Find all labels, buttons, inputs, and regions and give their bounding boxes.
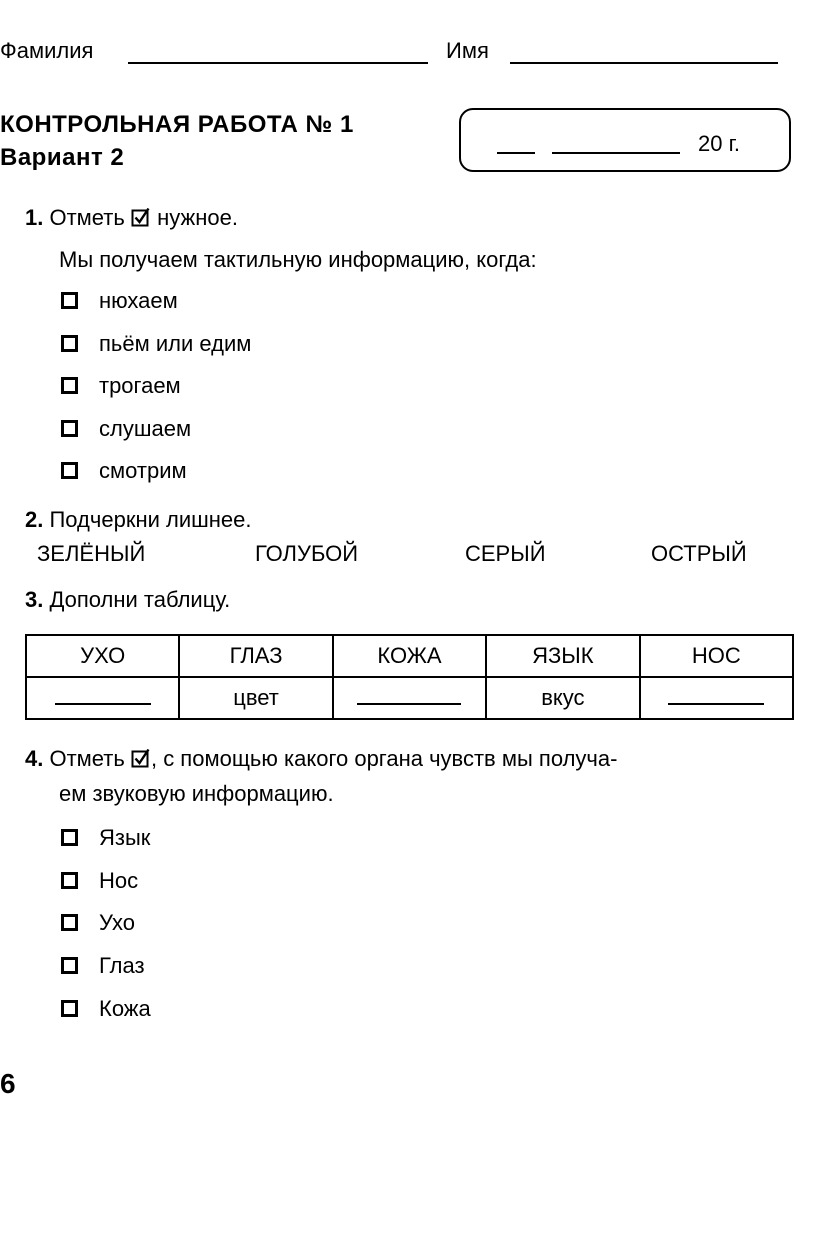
word-green[interactable]: ЗЕЛЁНЫЙ — [37, 541, 146, 566]
table-header-cell: ГЛАЗ — [179, 635, 332, 677]
word-sharp[interactable]: ОСТРЫЙ — [651, 541, 747, 566]
table-row — [26, 677, 793, 719]
checkbox-eye[interactable] — [61, 957, 78, 974]
checkbox-touch[interactable] — [61, 377, 78, 394]
table-cell-nose-blank[interactable] — [640, 677, 793, 719]
checkbox-tongue[interactable] — [61, 829, 78, 846]
task4-instr-after: , с помощью какого органа чувств мы получа- — [150, 746, 618, 771]
word-light-blue[interactable]: ГОЛУБОЙ — [255, 541, 359, 566]
task1-number: 1. — [25, 205, 44, 230]
option-label: смотрим — [99, 458, 187, 483]
surname-label: Фамилия — [0, 38, 94, 63]
task4-instruction — [25, 746, 617, 772]
table-cell: вкус — [486, 677, 639, 719]
table-header-cell: НОС — [640, 635, 793, 677]
task3-instruction — [25, 587, 230, 613]
task4-instr-before: Отметь — [49, 746, 125, 771]
name-field[interactable] — [510, 62, 778, 64]
checkbox-listen[interactable] — [61, 420, 78, 437]
word-grey[interactable]: СЕРЫЙ — [465, 541, 546, 566]
table-header-cell: КОЖА — [333, 635, 486, 677]
option-label: трогаем — [99, 373, 181, 398]
checkbox-eat[interactable] — [61, 335, 78, 352]
table-cell-ear-blank[interactable] — [26, 677, 179, 719]
task1-question: Мы получаем тактильную информацию, когда: — [59, 247, 537, 272]
checked-box-icon — [131, 207, 151, 227]
table-cell: цвет — [179, 677, 332, 719]
option-label: Кожа — [99, 996, 151, 1021]
option-label: Глаз — [99, 953, 145, 978]
task4-number: 4. — [25, 746, 44, 771]
blank-line[interactable] — [668, 685, 764, 705]
variant-label: Вариант 2 — [0, 144, 125, 171]
senses-table — [25, 634, 794, 720]
date-day-field[interactable] — [497, 152, 535, 154]
table-cell-skin-blank[interactable] — [333, 677, 486, 719]
task1-instruction — [25, 205, 238, 231]
task2-instruction — [25, 507, 252, 533]
option-label: Язык — [99, 825, 151, 850]
task3-instr: Дополни таблицу. — [49, 587, 231, 612]
checkbox-skin[interactable] — [61, 1000, 78, 1017]
page-number: 6 — [0, 1068, 16, 1099]
date-box — [459, 108, 791, 172]
test-title: КОНТРОЛЬНАЯ РАБОТА № 1 — [0, 111, 354, 138]
option-label: пьём или едим — [99, 331, 252, 356]
task1-instr-before: Отметь — [49, 205, 125, 230]
task4-instruction-line2: ем звуковую информацию. — [59, 781, 334, 806]
checkbox-sniff[interactable] — [61, 292, 78, 309]
option-label: Нос — [99, 868, 139, 893]
surname-field[interactable] — [128, 62, 428, 64]
date-month-field[interactable] — [552, 152, 680, 154]
task1-instr-after: нужное. — [157, 205, 238, 230]
blank-line[interactable] — [357, 685, 461, 705]
table-header-cell: ЯЗЫК — [486, 635, 639, 677]
checked-box-icon — [131, 748, 151, 768]
checkbox-look[interactable] — [61, 462, 78, 479]
option-label: слушаем — [99, 416, 192, 441]
checkbox-nose[interactable] — [61, 872, 78, 889]
table-header-row — [26, 635, 793, 677]
table-header-cell: УХО — [26, 635, 179, 677]
option-label: Ухо — [99, 910, 135, 935]
task2-instr: Подчеркни лишнее. — [49, 507, 252, 532]
task3-number: 3. — [25, 587, 44, 612]
name-label: Имя — [446, 38, 489, 63]
blank-line[interactable] — [55, 685, 151, 705]
task2-number: 2. — [25, 507, 44, 532]
option-label: нюхаем — [99, 288, 178, 313]
checkbox-ear[interactable] — [61, 914, 78, 931]
date-year: 20 г. — [698, 131, 741, 156]
